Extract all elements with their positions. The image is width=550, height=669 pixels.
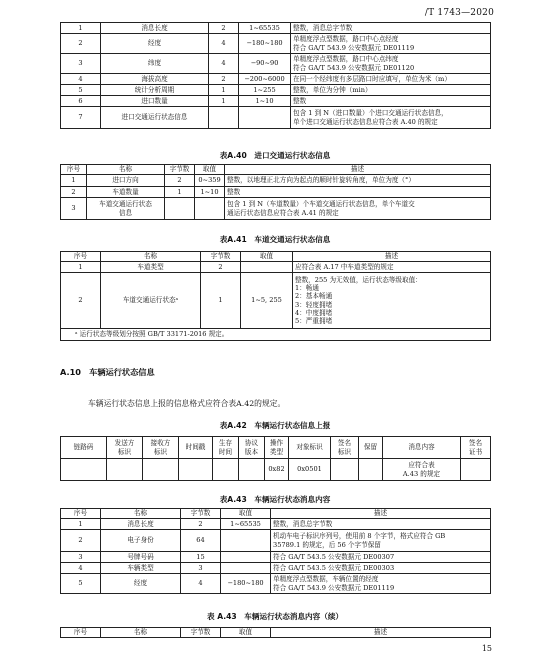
table-caption-a40: 表A.40 进口交通运行状态信息 xyxy=(219,151,331,160)
cell: 2 xyxy=(61,34,101,54)
cell xyxy=(195,198,225,220)
cell: 1 xyxy=(165,187,195,198)
cell: 在同一个经纬度有多层路口时应填写，单位为米（m） xyxy=(291,74,491,85)
cell: 3 xyxy=(181,563,221,574)
cell: 统计分析周期 xyxy=(101,85,209,96)
cell: 4 xyxy=(209,54,239,74)
column-header: 序号 xyxy=(61,165,87,175)
cell: 机动车电子标识序列号，使用前 8 个字节，格式应符合 GB 35789.1 的规定，后 56 个字节保留 xyxy=(271,530,491,552)
table-a40 xyxy=(60,164,491,220)
cell: 0x82 xyxy=(265,459,289,481)
table-header-row xyxy=(61,165,491,175)
cell: 1 xyxy=(209,96,239,107)
cell: 64 xyxy=(181,530,221,552)
column-header: 时间戳 xyxy=(179,437,213,459)
cell: 单精度浮点型数据，路口中心点纬度 符合 GA/T 543.9 公安数据元 DE01120 xyxy=(291,54,491,74)
column-header: 取值 xyxy=(195,165,225,175)
column-header: 名称 xyxy=(87,165,165,175)
cell: 6 xyxy=(61,96,101,107)
cell xyxy=(221,530,271,552)
cell: 应符合表 A.17 中车道类型的规定 xyxy=(293,262,491,273)
column-header: 签名 标识 xyxy=(331,437,359,459)
cell xyxy=(209,107,239,129)
column-header: 名称 xyxy=(101,628,181,638)
cell: 2 xyxy=(181,519,221,530)
cell xyxy=(221,563,271,574)
cell xyxy=(179,459,213,481)
table-row xyxy=(61,23,491,34)
column-header: 字节数 xyxy=(181,509,221,519)
cell xyxy=(461,459,491,481)
column-header: 链路码 xyxy=(61,437,107,459)
cell xyxy=(143,459,179,481)
cell: 2 xyxy=(61,530,101,552)
cell xyxy=(239,107,291,129)
column-header: 序号 xyxy=(61,628,101,638)
cell: 整数，单位为分钟（min） xyxy=(291,85,491,96)
table-row xyxy=(61,530,491,552)
column-header: 签名 证书 xyxy=(461,437,491,459)
cell: 车道类型 xyxy=(101,262,201,273)
cell: 4 xyxy=(181,574,221,594)
cell: 消息长度 xyxy=(101,519,181,530)
table-row xyxy=(61,54,491,74)
column-header: 发送方 标识 xyxy=(107,437,143,459)
cell: 符合 GA/T 543.5 公安数据元 DE00307 xyxy=(271,552,491,563)
column-header: 序号 xyxy=(61,252,101,262)
cell: 符合 GA/T 543.5 公安数据元 DE00303 xyxy=(271,563,491,574)
cell: 整数，以地理正北方向为起点的顺时针旋转角度，单位为度（°） xyxy=(225,175,491,187)
cell: 包含 1 到 N（车道数量）个车道交通运行状态信息，单个车道交 通运行状态信息应符合表 A.41 的规定 xyxy=(225,198,491,220)
cell: 5 xyxy=(61,85,101,96)
cell xyxy=(107,459,143,481)
cell xyxy=(221,552,271,563)
cell: 海拔高度 xyxy=(101,74,209,85)
cell: 1~65535 xyxy=(239,23,291,34)
cell: 2 xyxy=(209,74,239,85)
cell: 号牌号码 xyxy=(101,552,181,563)
cell: 5 xyxy=(61,574,101,594)
table-note-row xyxy=(61,329,491,341)
cell: 整数 xyxy=(291,96,491,107)
column-header: 描述 xyxy=(225,165,491,175)
table-row xyxy=(61,459,491,481)
cell: 包含 1 到 N（进口数量）个进口交通运行状态信息， 单个进口交通运行状态信息应符合表 A.40 的规定 xyxy=(291,107,491,129)
table-header-row xyxy=(61,252,491,262)
cell: 应符合表 A.43 的规定 xyxy=(383,459,461,481)
table-row xyxy=(61,107,491,129)
cell: 0~359 xyxy=(195,175,225,187)
table-row xyxy=(61,519,491,530)
page-number: 15 xyxy=(481,644,492,653)
cell: 经度 xyxy=(101,34,209,54)
cell: 1 xyxy=(61,23,101,34)
table-row xyxy=(61,85,491,96)
cell: 3 xyxy=(61,54,101,74)
column-header: 描述 xyxy=(271,509,491,519)
cell: 1~255 xyxy=(239,85,291,96)
table-footnote: ᵃ 运行状态等级划分按照 GB/T 33171-2016 规定。 xyxy=(61,329,491,341)
table-row xyxy=(61,34,491,54)
column-header: 名称 xyxy=(101,509,181,519)
cell: −90~90 xyxy=(239,54,291,74)
cell: 单精度浮点型数据，路口中心点经度 符合 GA/T 543.9 公安数据元 DE01119 xyxy=(291,34,491,54)
table-a43-continued xyxy=(60,627,491,638)
cell xyxy=(61,459,107,481)
table-caption-a41: 表A.41 车道交通运行状态信息 xyxy=(219,235,331,244)
table-a41 xyxy=(60,251,491,341)
column-header: 对象标识 xyxy=(289,437,331,459)
cell: 进口方向 xyxy=(87,175,165,187)
table-caption-a42: 表A.42 车辆运行状态信息上报 xyxy=(219,421,331,430)
table-row xyxy=(61,96,491,107)
column-header: 取值 xyxy=(221,509,271,519)
cell: 消息长度 xyxy=(101,23,209,34)
cell: 1~10 xyxy=(195,187,225,198)
column-header: 接收方 标识 xyxy=(143,437,179,459)
column-header: 协议 版本 xyxy=(239,437,265,459)
column-header: 取值 xyxy=(221,628,271,638)
cell: 15 xyxy=(181,552,221,563)
cell: 1~5, 255 xyxy=(241,273,293,329)
cell: 车道交通运行状态ᵃ xyxy=(101,273,201,329)
cell: 1 xyxy=(61,175,87,187)
cell: 车道交通运行状态 信息 xyxy=(87,198,165,220)
cell: 1 xyxy=(209,85,239,96)
column-header: 序号 xyxy=(61,509,101,519)
section-title: A.10 车辆运行状态信息 xyxy=(60,367,155,377)
column-header: 字节数 xyxy=(201,252,241,262)
table-row xyxy=(61,175,491,187)
column-header: 描述 xyxy=(293,252,491,262)
cell: 1 xyxy=(61,519,101,530)
column-header: 字节数 xyxy=(181,628,221,638)
cell: 进口交通运行状态信息 xyxy=(101,107,209,129)
cell: 3 xyxy=(61,552,101,563)
column-header: 保留 xyxy=(359,437,383,459)
table-a42 xyxy=(60,436,491,481)
table-header-row xyxy=(61,509,491,519)
table-row xyxy=(61,198,491,220)
cell: 经度 xyxy=(101,574,181,594)
cell: 整数，255 为无效值，运行状态等级取值： 1：畅通 2：基本畅通 3：轻度拥堵 4：中度拥堵 5：严重拥堵 xyxy=(293,273,491,329)
cell: −180~180 xyxy=(221,574,271,594)
cell: 2 xyxy=(209,23,239,34)
cell xyxy=(359,459,383,481)
cell: 整数，消息总字节数 xyxy=(291,23,491,34)
table-row xyxy=(61,262,491,273)
page-header-doc-code: /T 1743—2020 xyxy=(424,8,494,18)
column-header: 描述 xyxy=(271,628,491,638)
cell xyxy=(239,459,265,481)
cell xyxy=(165,198,195,220)
cell: 2 xyxy=(61,187,87,198)
cell: 4 xyxy=(61,74,101,85)
cell: 1~65535 xyxy=(221,519,271,530)
cell: 2 xyxy=(165,175,195,187)
cell xyxy=(331,459,359,481)
cell: 0x0501 xyxy=(289,459,331,481)
cell xyxy=(241,262,293,273)
cell: 单精度浮点型数据，车辆位置的经度 符合 GA/T 543.9 公安数据元 DE01119 xyxy=(271,574,491,594)
cell: 3 xyxy=(61,198,87,220)
table-header-row xyxy=(61,628,491,638)
cell xyxy=(213,459,239,481)
table-row xyxy=(61,187,491,198)
cell: 车辆类型 xyxy=(101,563,181,574)
table-row xyxy=(61,574,491,594)
table-header-row xyxy=(61,437,491,459)
column-header: 取值 xyxy=(241,252,293,262)
table-row xyxy=(61,552,491,563)
column-header: 字节数 xyxy=(165,165,195,175)
table-caption-a43: 表A.43 车辆运行状态消息内容 xyxy=(219,495,331,504)
cell: 整数 xyxy=(225,187,491,198)
cell: 4 xyxy=(209,34,239,54)
cell: −200~6000 xyxy=(239,74,291,85)
cell: 1 xyxy=(201,273,241,329)
cell: 车道数量 xyxy=(87,187,165,198)
cell: 整数，消息总字节数 xyxy=(271,519,491,530)
column-header: 名称 xyxy=(101,252,201,262)
column-header: 消息内容 xyxy=(383,437,461,459)
column-header: 操作 类型 xyxy=(265,437,289,459)
table-a43 xyxy=(60,508,491,594)
cell: 4 xyxy=(61,563,101,574)
cell: −180~180 xyxy=(239,34,291,54)
cell: 1 xyxy=(61,262,101,273)
table-caption-a43-continued: 表 A.43 车辆运行状态消息内容（续） xyxy=(206,612,344,621)
cell: 2 xyxy=(201,262,241,273)
cell: 7 xyxy=(61,107,101,129)
table-top-continuation xyxy=(60,22,491,129)
cell: 电子身份 xyxy=(101,530,181,552)
column-header: 生存 时间 xyxy=(213,437,239,459)
section-paragraph: 车辆运行状态信息上报的信息格式应符合表A.42的规定。 xyxy=(88,399,286,408)
cell: 纬度 xyxy=(101,54,209,74)
table-row xyxy=(61,74,491,85)
cell: 2 xyxy=(61,273,101,329)
table-row xyxy=(61,273,491,329)
cell: 进口数量 xyxy=(101,96,209,107)
cell: 1~10 xyxy=(239,96,291,107)
table-row xyxy=(61,563,491,574)
